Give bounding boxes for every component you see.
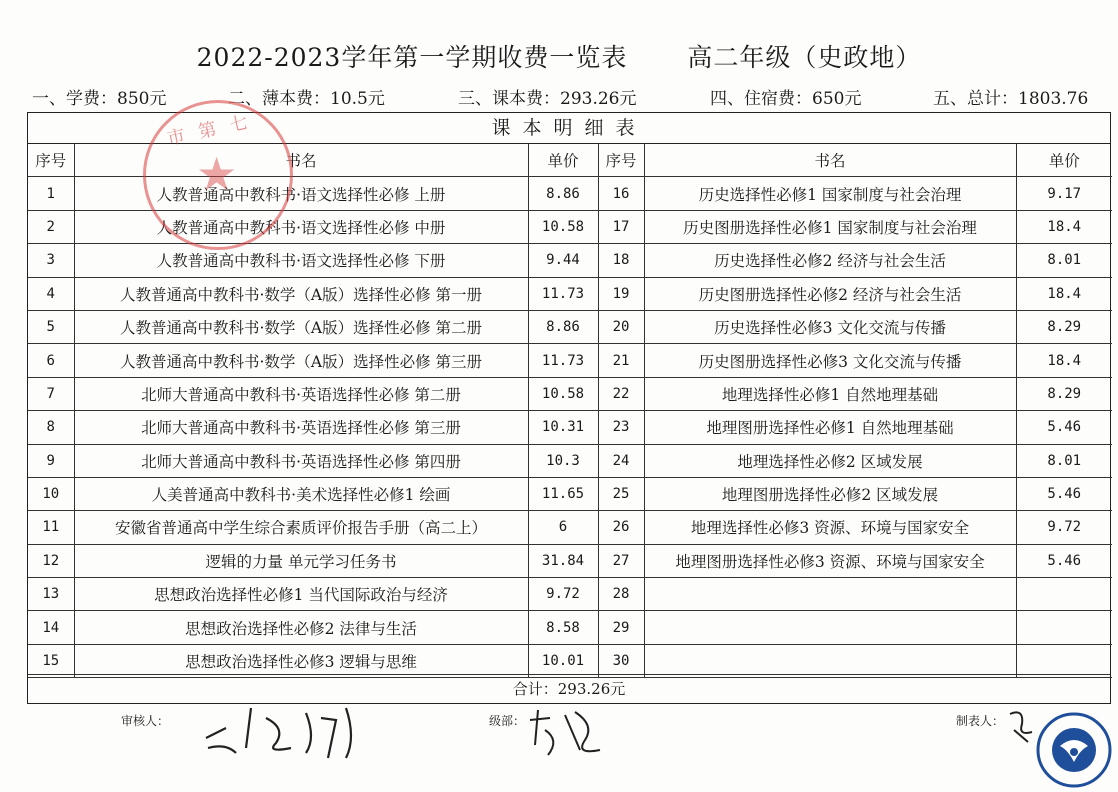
book-price: 8.01 xyxy=(1016,444,1112,477)
row-no: 11 xyxy=(28,511,74,544)
book-price xyxy=(1016,578,1112,611)
book-name: 人教普通高中教科书·数学（A版）选择性必修 第二册 xyxy=(74,310,528,343)
book-name: 安徽省普通高中学生综合素质评价报告手册（高二上） xyxy=(74,511,528,544)
textbook-table xyxy=(28,144,1112,678)
row-no: 10 xyxy=(28,477,74,510)
book-price: 9.44 xyxy=(528,244,598,277)
row-no: 7 xyxy=(28,377,74,410)
book-name: 历史选择性必修2 经济与社会生活 xyxy=(644,244,1016,277)
title-text: 2022-2023学年第一学期收费一览表 xyxy=(196,43,628,72)
header-row xyxy=(28,144,1112,177)
book-name: 思想政治选择性必修1 当代国际政治与经济 xyxy=(74,578,528,611)
fee-tuition: 一、学费：850元 xyxy=(32,89,167,109)
fee-notebook: 二、薄本费：10.5元 xyxy=(228,89,385,109)
table-row xyxy=(28,244,1112,277)
book-name: 人美普通高中教科书·美术选择性必修1 绘画 xyxy=(74,477,528,510)
row-no: 2 xyxy=(28,210,74,243)
book-price: 18.4 xyxy=(1016,210,1112,243)
book-price xyxy=(1016,644,1112,677)
book-price: 8.58 xyxy=(528,611,598,644)
book-name: 人教普通高中教科书·语文选择性必修 下册 xyxy=(74,244,528,277)
table-row xyxy=(28,644,1112,677)
book-price: 11.65 xyxy=(528,477,598,510)
book-price: 18.4 xyxy=(1016,344,1112,377)
book-price: 8.01 xyxy=(1016,244,1112,277)
row-no: 20 xyxy=(598,310,644,343)
fee-summary xyxy=(30,84,1118,110)
book-name: 地理选择性必修3 资源、环境与国家安全 xyxy=(644,511,1016,544)
seal-star-icon: ★ xyxy=(196,147,238,201)
book-price: 8.29 xyxy=(1016,377,1112,410)
book-name: 逻辑的力量 单元学习任务书 xyxy=(74,544,528,577)
book-name: 北师大普通高中教科书·英语选择性必修 第三册 xyxy=(74,411,528,444)
table-row xyxy=(28,310,1112,343)
table-row xyxy=(28,544,1112,577)
row-no: 8 xyxy=(28,411,74,444)
book-name: 历史选择性必修1 国家制度与社会治理 xyxy=(644,177,1016,210)
school-logo xyxy=(1036,712,1112,788)
book-price: 10.3 xyxy=(528,444,598,477)
book-name: 历史选择性必修3 文化交流与传播 xyxy=(644,310,1016,343)
row-no: 23 xyxy=(598,411,644,444)
row-no: 17 xyxy=(598,210,644,243)
seal-text: 市第七 xyxy=(165,109,264,150)
book-price: 8.86 xyxy=(528,177,598,210)
fee-dorm: 四、住宿费：650元 xyxy=(710,89,862,109)
book-price: 6 xyxy=(528,511,598,544)
row-no: 22 xyxy=(598,377,644,410)
book-price: 31.84 xyxy=(528,544,598,577)
fee-textbook: 三、课本费：293.26元 xyxy=(458,89,637,109)
book-price: 8.86 xyxy=(528,310,598,343)
table-row xyxy=(28,411,1112,444)
row-no: 4 xyxy=(28,277,74,310)
header-price: 单价 xyxy=(1016,144,1112,177)
book-name: 北师大普通高中教科书·英语选择性必修 第四册 xyxy=(74,444,528,477)
fee-total: 五、总计：1803.76 xyxy=(933,89,1089,109)
row-no: 6 xyxy=(28,344,74,377)
table-row xyxy=(28,377,1112,410)
row-no: 28 xyxy=(598,578,644,611)
table-row xyxy=(28,177,1112,210)
row-no: 27 xyxy=(598,544,644,577)
row-no: 5 xyxy=(28,310,74,343)
grade-text: 高二年级（史政地） xyxy=(687,43,922,72)
table-row xyxy=(28,210,1112,243)
book-name xyxy=(644,611,1016,644)
book-price: 5.46 xyxy=(1016,544,1112,577)
table-row xyxy=(28,344,1112,377)
table-title: 课本明细表 xyxy=(28,113,1110,144)
row-no: 16 xyxy=(598,177,644,210)
table-row xyxy=(28,444,1112,477)
signature-area xyxy=(0,708,1118,788)
book-name: 人教普通高中教科书·数学（A版）选择性必修 第一册 xyxy=(74,277,528,310)
book-name xyxy=(644,578,1016,611)
book-price xyxy=(1016,611,1112,644)
book-name: 地理图册选择性必修1 自然地理基础 xyxy=(644,411,1016,444)
book-price: 10.01 xyxy=(528,644,598,677)
preparer-label: 制表人： xyxy=(956,714,1005,728)
row-no: 19 xyxy=(598,277,644,310)
row-no: 1 xyxy=(28,177,74,210)
row-no: 26 xyxy=(598,511,644,544)
book-name: 人教普通高中教科书·语文选择性必修 中册 xyxy=(74,210,528,243)
row-no: 21 xyxy=(598,344,644,377)
book-price: 10.58 xyxy=(528,377,598,410)
book-name: 地理图册选择性必修2 区域发展 xyxy=(644,477,1016,510)
book-name: 人教普通高中教科书·语文选择性必修 上册 xyxy=(74,177,528,210)
book-name: 地理选择性必修1 自然地理基础 xyxy=(644,377,1016,410)
reviewer-signature xyxy=(196,698,366,768)
textbook-detail-sheet xyxy=(27,112,1111,704)
department-label: 级部： xyxy=(489,714,526,728)
book-price: 9.72 xyxy=(528,578,598,611)
preparer-signature xyxy=(1004,702,1038,752)
department-signature xyxy=(520,700,610,764)
book-name: 历史图册选择性必修2 经济与社会生活 xyxy=(644,277,1016,310)
row-no: 3 xyxy=(28,244,74,277)
book-price: 8.29 xyxy=(1016,310,1112,343)
book-price: 9.72 xyxy=(1016,511,1112,544)
row-no: 13 xyxy=(28,578,74,611)
book-price: 11.73 xyxy=(528,344,598,377)
table-row xyxy=(28,277,1112,310)
header-name: 书名 xyxy=(74,144,528,177)
row-no: 24 xyxy=(598,444,644,477)
book-price: 10.58 xyxy=(528,210,598,243)
row-no: 9 xyxy=(28,444,74,477)
book-price: 5.46 xyxy=(1016,477,1112,510)
row-no: 12 xyxy=(28,544,74,577)
reviewer-label: 审核人： xyxy=(121,714,170,728)
row-no: 25 xyxy=(598,477,644,510)
book-name: 思想政治选择性必修3 逻辑与思维 xyxy=(74,644,528,677)
book-name: 地理图册选择性必修3 资源、环境与国家安全 xyxy=(644,544,1016,577)
header-price: 单价 xyxy=(528,144,598,177)
row-no: 18 xyxy=(598,244,644,277)
book-name: 思想政治选择性必修2 法律与生活 xyxy=(74,611,528,644)
book-name: 北师大普通高中教科书·英语选择性必修 第二册 xyxy=(74,377,528,410)
book-name: 历史图册选择性必修3 文化交流与传播 xyxy=(644,344,1016,377)
table-row xyxy=(28,578,1112,611)
book-name: 历史图册选择性必修1 国家制度与社会治理 xyxy=(644,210,1016,243)
row-no: 15 xyxy=(28,644,74,677)
table-row xyxy=(28,511,1112,544)
header-no: 序号 xyxy=(598,144,644,177)
book-name xyxy=(644,644,1016,677)
total-row: 合计：293.26元 xyxy=(28,674,1110,703)
book-price: 5.46 xyxy=(1016,411,1112,444)
row-no: 29 xyxy=(598,611,644,644)
table-row xyxy=(28,477,1112,510)
book-price: 11.73 xyxy=(528,277,598,310)
book-name: 人教普通高中教科书·数学（A版）选择性必修 第三册 xyxy=(74,344,528,377)
page-title xyxy=(0,38,1118,74)
table-row xyxy=(28,611,1112,644)
book-price: 10.31 xyxy=(528,411,598,444)
book-name: 地理选择性必修2 区域发展 xyxy=(644,444,1016,477)
book-price: 9.17 xyxy=(1016,177,1112,210)
book-price: 18.4 xyxy=(1016,277,1112,310)
row-no: 30 xyxy=(598,644,644,677)
row-no: 14 xyxy=(28,611,74,644)
header-name: 书名 xyxy=(644,144,1016,177)
header-no: 序号 xyxy=(28,144,74,177)
